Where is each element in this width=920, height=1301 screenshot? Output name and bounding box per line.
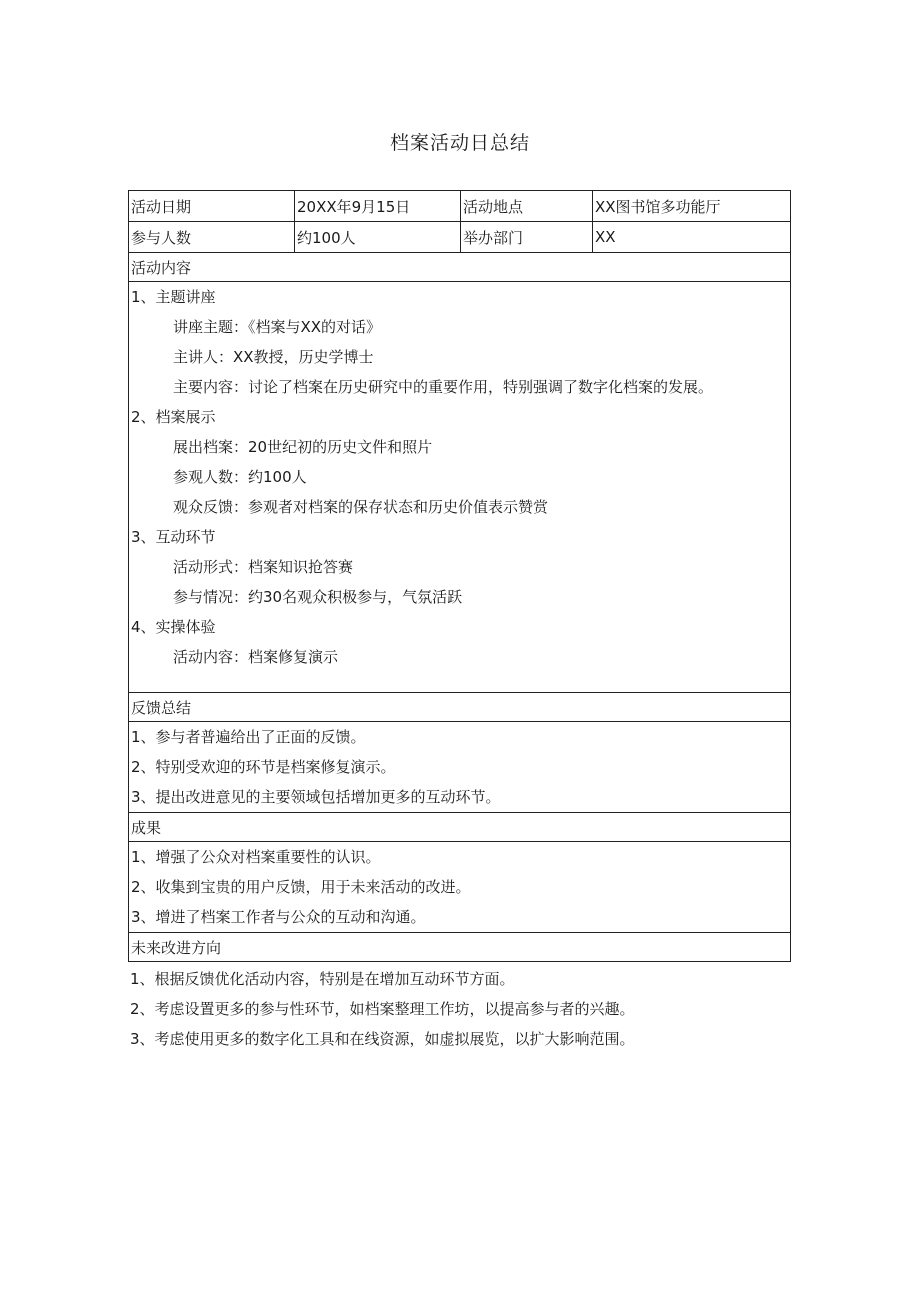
content-detail: 展出档案：20世纪初的历史文件和照片 [173, 438, 433, 456]
list-item: 2、特别受欢迎的环节是档案修复演示。 [131, 758, 396, 776]
info-row-1 [129, 191, 791, 222]
dept-label: 举办部门 [461, 222, 593, 253]
list-item: 3、增进了档案工作者与公众的互动和沟通。 [131, 908, 426, 926]
location-value: XX图书馆多功能厅 [593, 191, 791, 222]
future-heading: 未来改进方向 [129, 933, 791, 962]
feedback-list [129, 722, 790, 812]
content-detail: 主讲人：XX教授，历史学博士 [173, 348, 374, 366]
content-detail: 参观人数：约100人 [173, 468, 307, 486]
results-heading: 成果 [129, 813, 791, 842]
content-section-title: 2、档案展示 [131, 408, 216, 426]
content-detail: 活动形式：档案知识抢答赛 [173, 558, 354, 576]
list-item: 2、收集到宝贵的用户反馈，用于未来活动的改进。 [131, 878, 471, 896]
people-label: 参与人数 [129, 222, 295, 253]
date-label: 活动日期 [129, 191, 295, 222]
content-section-title: 1、主题讲座 [131, 288, 216, 306]
summary-table [128, 190, 791, 962]
feedback-row [129, 722, 791, 813]
date-value: 20XX年9月15日 [295, 191, 461, 222]
results-row [129, 842, 791, 933]
people-value: 约100人 [295, 222, 461, 253]
dept-value: XX [593, 222, 791, 253]
future-heading-row [129, 933, 791, 962]
feedback-heading-row [129, 693, 791, 722]
list-item: 1、根据反馈优化活动内容，特别是在增加互动环节方面。 [130, 970, 515, 988]
content-list [129, 282, 790, 692]
location-label: 活动地点 [461, 191, 593, 222]
content-section-title: 3、互动环节 [131, 528, 216, 546]
content-detail: 观众反馈：参观者对档案的保存状态和历史价值表示赞赏 [173, 498, 549, 516]
list-item: 1、增强了公众对档案重要性的认识。 [131, 848, 381, 866]
list-item: 3、考虑使用更多的数字化工具和在线资源，如虚拟展览，以扩大影响范围。 [130, 1030, 635, 1048]
feedback-heading: 反馈总结 [129, 693, 791, 722]
content-detail: 参与情况：约30名观众积极参与，气氛活跃 [173, 588, 463, 606]
future-list [128, 964, 790, 1054]
content-detail: 讲座主题：《档案与XX的对话》 [173, 318, 382, 336]
results-list [129, 842, 790, 932]
page-title: 档案活动日总结 [389, 132, 530, 154]
results-heading-row [129, 813, 791, 842]
content-row [129, 282, 791, 693]
content-detail: 主要内容：讨论了档案在历史研究中的重要作用，特别强调了数字化档案的发展。 [173, 378, 714, 396]
content-heading: 活动内容 [129, 253, 791, 282]
content-detail: 活动内容：档案修复演示 [173, 648, 339, 666]
list-item: 3、提出改进意见的主要领域包括增加更多的互动环节。 [131, 788, 501, 806]
list-item: 2、考虑设置更多的参与性环节，如档案整理工作坊，以提高参与者的兴趣。 [130, 1000, 635, 1018]
content-section-title: 4、实操体验 [131, 618, 216, 636]
content-heading-row [129, 253, 791, 282]
list-item: 1、参与者普遍给出了正面的反馈。 [131, 728, 366, 746]
info-row-2 [129, 222, 791, 253]
